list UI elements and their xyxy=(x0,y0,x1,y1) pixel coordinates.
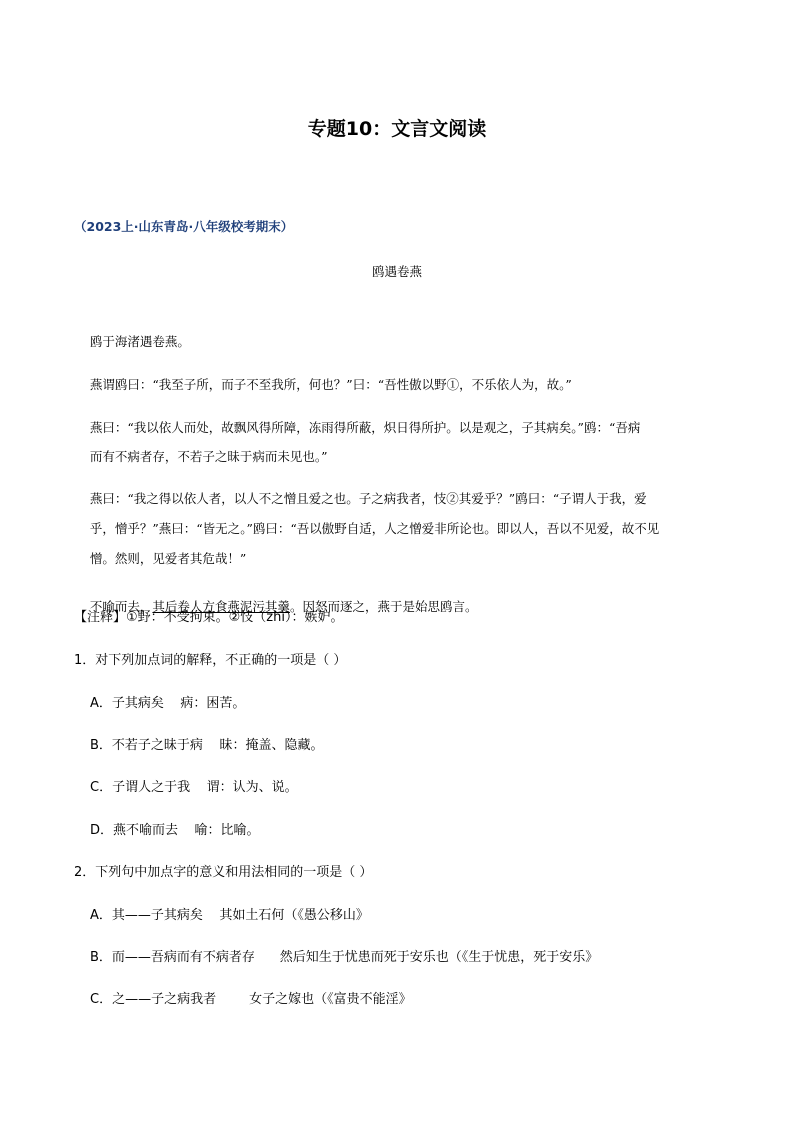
passage-line: 燕谓鸥曰：“我至子所，而子不至我所，何也？”曰：“吾性傲以野①，不乐依人为，故。” xyxy=(89,377,572,392)
underlined-sentence: 其后卷人方食燕泥污其羹 xyxy=(152,599,290,614)
passage-line: 不喻而去， xyxy=(89,599,153,614)
passage-line: 而有不病者存，不若子之昧于病而未见也。” xyxy=(89,449,328,464)
passage-title: 鸥遇卷燕 xyxy=(371,264,422,279)
page-title: 专题10：文言文阅读 xyxy=(307,118,487,140)
passage-line: 燕曰：“我以依人而处，故飘风得所障，冻雨得所蔽，炽日得所护。以是观之，子其病矣。”鸥：“吾病 xyxy=(89,420,641,435)
question-2-option-b: B．而——吾病而有不病者存 然后知生于忧患而死于安乐也（《生于忧患，死于安乐》 xyxy=(90,950,599,965)
question-1-option-c: C．子谓人之于我 谓：认为、说。 xyxy=(90,780,298,795)
question-2-option-a: A．其——子其病矣 其如土石何（《愚公移山》 xyxy=(90,908,369,923)
passage-line: 乎，憎乎？”燕曰：“皆无之。”鸥曰：“吾以傲野自适，人之憎爱非所论也。即以人，吾以不见爱，故不见 xyxy=(89,521,660,536)
passage-line: 。因怒而逐之，燕于是始思鸥言。 xyxy=(289,599,478,614)
question-1-option-a: A．子其病矣 病：困苦。 xyxy=(90,696,246,711)
passage-line: 憎。然则，见爱者其危哉！” xyxy=(89,551,247,566)
annotation-note: 【注释】①野：不受拘束。②忮（zhì）：嫉妒。 xyxy=(74,610,344,625)
question-1-stem: 1．对下列加点词的解释，不正确的一项是（ ） xyxy=(74,653,347,668)
question-2-option-c: C．之——子之病我者 女子之嫁也（《富贵不能淫》 xyxy=(90,992,412,1007)
question-1-option-d: D．燕不喻而去 喻：比喻。 xyxy=(90,823,260,838)
question-2-stem: 2．下列句中加点字的意义和用法相同的一项是（ ） xyxy=(74,865,373,880)
passage-line: 鸥于海渚遇卷燕。 xyxy=(89,334,190,349)
question-source: （2023上·山东青岛·八年级校考期末） xyxy=(74,219,294,234)
passage-line: 燕曰：“我之得以依人者，以人不之憎且爱之也。子之病我者，忮②其爱乎？”鸥曰：“子谓人于我，爱 xyxy=(89,491,647,506)
passage-paragraph-5 xyxy=(74,563,734,650)
question-1-option-b: B．不若子之昧于病 昧：掩盖、隐藏。 xyxy=(90,738,324,753)
